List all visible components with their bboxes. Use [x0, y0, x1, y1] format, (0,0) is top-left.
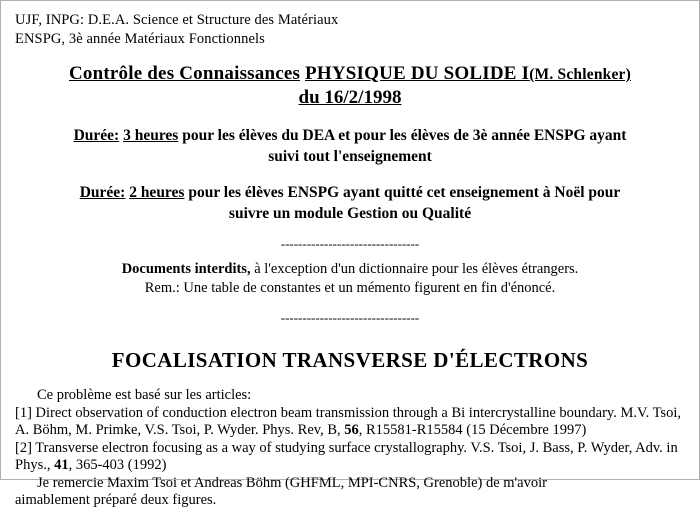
duration-text-2-line-2: suivre un module Gestion ou Qualité [228, 205, 472, 222]
duration-label-1: Durée: [73, 127, 120, 144]
body-intro: Ce problème est basé sur les articles: [37, 387, 252, 403]
documents-policy-block [15, 260, 685, 298]
header-institution-line-1: UJF, INPG: D.E.A. Science et Structure des Matériaux [15, 12, 339, 28]
exam-title-part2: PHYSIQUE DU SOLIDE I [305, 63, 530, 84]
section-title: FOCALISATION TRANSVERSE D'ÉLECTRONS [111, 348, 589, 372]
separator-bottom: -------------------------------- [280, 310, 420, 325]
reference-1-post: , R15581-R15584 (15 Décembre 1997) [358, 422, 587, 438]
reference-2-post: , 365-403 (1992) [68, 457, 167, 473]
reference-1-volume: 56 [344, 422, 359, 438]
duration-text-2-line-1: pour les élèves ENSPG ayant quitté cet enseignement à Noël pour [188, 184, 621, 201]
duration-block-2 [15, 182, 685, 224]
reference-1 [15, 405, 685, 440]
acknowledgement-line-2: aimablement préparé deux figures. [15, 492, 217, 508]
exam-date: du 16/2/1998 [298, 87, 402, 108]
duration-text-1-line-2: suivi tout l'enseignement [268, 148, 432, 165]
documents-policy-remark: Rem.: Une table de constantes et un mémento figurent en fin d'énoncé. [144, 280, 556, 296]
reference-1-pre: [1] Direct observation of conduction electron beam transmission through a Bi intercrystalline boundary. M.V. Tsoi, A. Böhm, M. Primke, V.S. Tsoi, P. Wyder. Phys. Rev, B, [15, 404, 681, 438]
documents-policy-rest: à l'exception d'un dictionnaire pour les élèves étrangers. [250, 261, 579, 277]
duration-text-1-line-1: pour les élèves du DEA et pour les élèves de 3è année ENSPG ayant [182, 127, 627, 144]
reference-2-volume: 41 [54, 457, 69, 473]
documents-policy-bold: Documents interdits, [121, 261, 251, 277]
reference-2 [15, 440, 685, 475]
exam-title-block [15, 63, 685, 109]
header-institution-line-2: ENSPG, 3è année Matériaux Fonctionnels [15, 31, 265, 47]
duration-value-1: 3 heures [123, 127, 179, 144]
reference-2-pre: [2] Transverse electron focusing as a way of studying surface crystallography. V.S. Tsoi, J. Bass, P. Wyder, Adv. in Phys., [15, 439, 678, 473]
acknowledgement-line-1: Je remercie Maxim Tsoi et Andreas Böhm (GHFML, MPI-CNRS, Grenoble) de m'avoir [37, 474, 547, 491]
documents-policy-line [15, 260, 685, 279]
duration-label-2: Durée: [79, 184, 126, 201]
exam-title [15, 63, 685, 85]
duration-block-1 [15, 125, 685, 167]
separator-top: -------------------------------- [280, 236, 420, 251]
body-text-block [15, 387, 685, 510]
duration-value-2: 2 heures [129, 184, 185, 201]
exam-title-author: (M. Schlenker) [529, 66, 631, 83]
exam-title-part1: Contrôle des Connaissances [68, 63, 301, 84]
